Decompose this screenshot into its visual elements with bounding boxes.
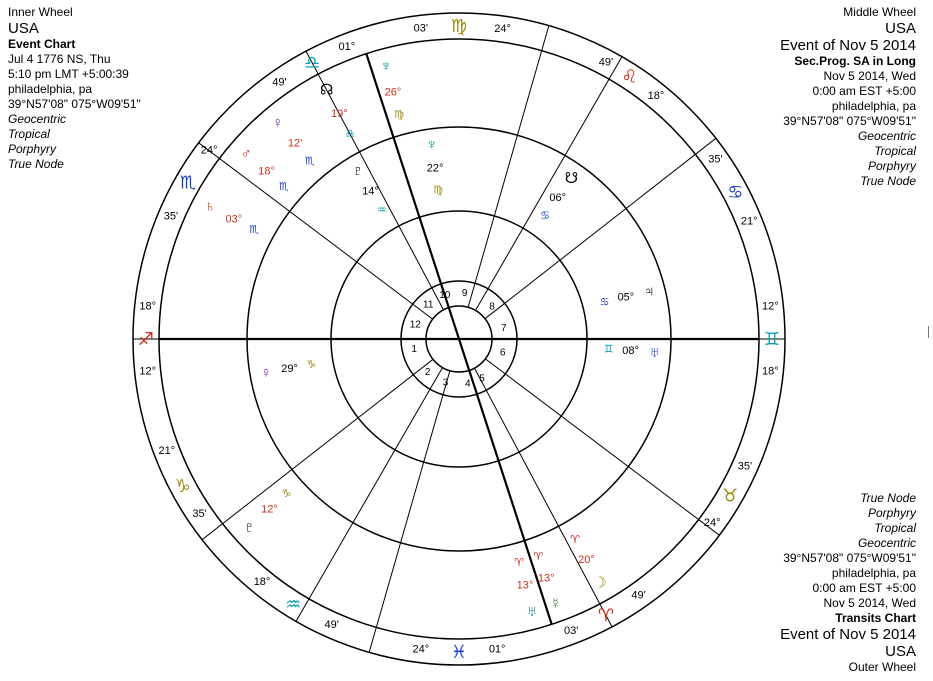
inner-chart-coords: 39°N57'08" 075°W09'51" — [8, 97, 141, 111]
planet-glyph-icon: ♇ — [243, 519, 256, 537]
planet-glyph-icon: ♀ — [272, 114, 284, 132]
planet-degree-label: 03° — [225, 213, 243, 226]
zodiac-sign-icon: ♑ — [174, 475, 191, 496]
zodiac-sign-icon: ♒ — [285, 594, 302, 615]
inner-option-node: True Node — [8, 157, 64, 171]
middle-option-zodiac-view: Geocentric — [857, 129, 916, 143]
middle-chart-date: Nov 5 2014, Wed — [823, 69, 916, 83]
outer-chart-type: Transits Chart — [835, 611, 916, 625]
inner-chart-type: Event Chart — [8, 37, 76, 51]
cusp-degree-label: 35' — [737, 460, 753, 473]
planet-sign-icon: ♋ — [540, 210, 550, 223]
planet-glyph-icon: ☊ — [319, 81, 334, 99]
middle-option-node: True Node — [860, 174, 916, 188]
house-number: 3 — [442, 377, 449, 389]
zodiac-sign-icon: ♈ — [597, 605, 615, 626]
planet-sign-icon: ♈ — [570, 533, 580, 546]
zodiac-sign-icon: ♐ — [137, 329, 155, 349]
cusp-degree-label: 03' — [563, 625, 579, 638]
cusp-degree-label: 49' — [272, 76, 287, 89]
planet-degree-label: 20° — [578, 553, 595, 566]
outer-chart-place: philadelphia, pa — [831, 566, 916, 580]
planet-sign-icon: ♏ — [278, 180, 289, 193]
inner-chart-place: philadelphia, pa — [8, 82, 93, 96]
cusp-degree-label: 18° — [253, 576, 271, 589]
cusp-degree-label: 12° — [761, 300, 779, 313]
inner-chart-name: USA — [8, 20, 39, 37]
planet-sign-icon: ♏ — [304, 155, 315, 168]
middle-chart-place: philadelphia, pa — [831, 99, 916, 113]
planet-glyph-icon: ♄ — [204, 198, 216, 216]
planet-sign-icon: ♈ — [514, 557, 524, 570]
cusp-degree-label: 35' — [192, 508, 207, 521]
cusp-line-6 — [485, 138, 716, 318]
planet-glyph-icon: ♃ — [643, 283, 655, 301]
house-number: 11 — [423, 299, 434, 311]
outer-option-node: True Node — [860, 491, 916, 505]
planet-glyph-icon: ♀ — [260, 364, 272, 382]
zodiac-sign-icon: ♋ — [727, 182, 744, 203]
cusp-degree-label: 49' — [324, 618, 339, 631]
house-number: 7 — [501, 323, 507, 335]
zodiac-sign-icon: ♓ — [450, 642, 468, 662]
planet-degree-label: 19° — [330, 107, 348, 120]
outer-option-houses: Porphyry — [867, 506, 916, 520]
planet-degree-label: 12' — [287, 137, 303, 150]
zodiac-sign-icon: ♌ — [621, 66, 638, 87]
cusp-degree-label: 24° — [200, 144, 218, 157]
planet-sign-icon: ♋ — [599, 296, 610, 309]
inner-option-zodiac-view: Geocentric — [8, 112, 67, 126]
zodiac-sign-icon: ♏ — [179, 172, 197, 193]
house-number: 9 — [461, 287, 468, 299]
inner-option-zodiac: Tropical — [8, 127, 50, 141]
cusp-line-10 — [369, 371, 450, 653]
middle-chart-event: Event of Nov 5 2014 — [780, 37, 916, 54]
planet-glyph-icon: ☿ — [549, 595, 562, 613]
planet-glyph-icon: ☋ — [564, 169, 579, 187]
cusp-degree-label: 35' — [163, 210, 179, 223]
outer-chart-event: Event of Nov 5 2014 — [780, 626, 916, 643]
planet-sign-icon: ♊ — [603, 343, 614, 356]
planet-sign-icon: ♎ — [345, 128, 356, 141]
cusp-degree-label: 18° — [647, 89, 665, 102]
planet-sign-icon: ♒ — [376, 204, 387, 217]
cusp-line-4 — [468, 26, 549, 308]
planet-degree-label: 06° — [549, 192, 566, 205]
cusp-line-12 — [202, 359, 433, 539]
outer-chart-name: USA — [885, 643, 916, 660]
outer-chart-coords: 39°N57'08" 075°W09'51" — [783, 551, 916, 565]
planet-degree-label: 08° — [622, 344, 639, 357]
house-number: 2 — [424, 367, 431, 379]
planet-glyph-icon: ♆ — [426, 136, 438, 154]
planet-glyph-icon: ♂ — [240, 145, 252, 163]
planet-degree-label: 05° — [617, 291, 635, 304]
planet-sign-icon: ♑ — [281, 488, 292, 501]
cusp-degree-label: 18° — [139, 300, 157, 313]
planet-degree-label: 13° — [516, 579, 534, 592]
cusp-line-8 — [485, 359, 719, 535]
cusp-degree-label: 21° — [158, 445, 176, 458]
planet-glyph-icon: ♆ — [380, 58, 392, 76]
middle-wheel-label: Middle Wheel — [843, 5, 916, 19]
inner-chart-date: Jul 4 1776 NS, Thu — [8, 52, 111, 66]
house-number: 4 — [464, 378, 471, 390]
inner-option-houses: Porphyry — [8, 142, 57, 156]
cusp-degree-label: 49' — [598, 56, 614, 69]
axis-lines — [159, 54, 759, 625]
inner-wheel-label: Inner Wheel — [8, 5, 73, 19]
cusp-line-2 — [199, 143, 433, 319]
outer-chart-time: 0:00 am EST +5:00 — [812, 581, 916, 595]
cusp-degree-label: 21° — [740, 215, 758, 228]
cusp-degree-label: 12° — [139, 365, 157, 378]
planet-degree-label: 14° — [362, 185, 379, 198]
scroll-edge-marker — [928, 326, 933, 338]
house-number: 5 — [479, 373, 485, 385]
outer-wheel-label: Outer Wheel — [848, 660, 916, 674]
house-number: 1 — [411, 343, 417, 355]
house-number: 8 — [489, 301, 495, 313]
house-number: 10 — [439, 289, 451, 301]
cusp-degree-label: 01° — [488, 643, 506, 656]
cusp-degree-label: 24° — [703, 516, 721, 529]
middle-chart-time: 0:00 am EST +5:00 — [812, 84, 916, 98]
cusp-degree-label: 49' — [631, 589, 646, 602]
cusp-degree-label: 03' — [413, 22, 429, 35]
planet-sign-icon: ♏ — [249, 224, 260, 237]
middle-option-zodiac: Tropical — [874, 144, 916, 158]
cusp-degree-label: 18° — [761, 365, 779, 378]
cusp-degree-label: 01° — [338, 40, 356, 53]
planet-degree-label: 12° — [261, 503, 278, 516]
house-number: 6 — [499, 347, 506, 359]
zodiac-sign-icon: ♊ — [763, 329, 781, 349]
planet-degree-label: 13° — [537, 572, 555, 585]
cusp-line-9 — [474, 368, 615, 627]
inner-chart-time: 5:10 pm LMT +5:00:39 — [8, 67, 129, 81]
planet-glyph-icon: ☽ — [593, 574, 607, 592]
middle-chart-coords: 39°N57'08" 075°W09'51" — [783, 114, 916, 128]
cusp-degree-label: 24° — [494, 23, 511, 36]
planet-degree-label: 29° — [281, 362, 298, 375]
planet-sign-icon: ♑ — [306, 359, 317, 372]
planet-glyph-icon: ♅ — [648, 344, 661, 362]
outer-option-zodiac: Tropical — [874, 521, 916, 535]
cusp-degree-label: 35' — [708, 153, 723, 166]
planet-glyph-icon: ♇ — [352, 162, 364, 180]
middle-chart-name: USA — [885, 20, 916, 37]
planet-glyph-icon: ♅ — [526, 602, 538, 620]
planet-sign-icon: ♍ — [394, 108, 404, 121]
house-number: 12 — [409, 319, 421, 331]
zodiac-sign-icon: ♍ — [450, 16, 468, 36]
cusp-line-5 — [476, 57, 623, 311]
planet-sign-icon: ♍ — [433, 184, 444, 197]
planet-degree-label: 22° — [426, 162, 444, 175]
outer-option-zodiac-view: Geocentric — [857, 536, 916, 550]
zodiac-sign-icon: ♉ — [721, 485, 739, 506]
planet-degree-label: 18° — [258, 165, 275, 178]
planet-sign-icon: ♈ — [533, 551, 544, 564]
middle-chart-method: Sec.Prog. SA in Long — [794, 54, 916, 68]
middle-option-houses: Porphyry — [867, 159, 916, 173]
cusp-line-11 — [296, 368, 443, 622]
cusp-degree-label: 24° — [412, 643, 430, 656]
zodiac-sign-icon: ♎ — [303, 52, 321, 73]
outer-chart-date: Nov 5 2014, Wed — [823, 596, 916, 610]
planet-degree-label: 26° — [384, 86, 402, 99]
